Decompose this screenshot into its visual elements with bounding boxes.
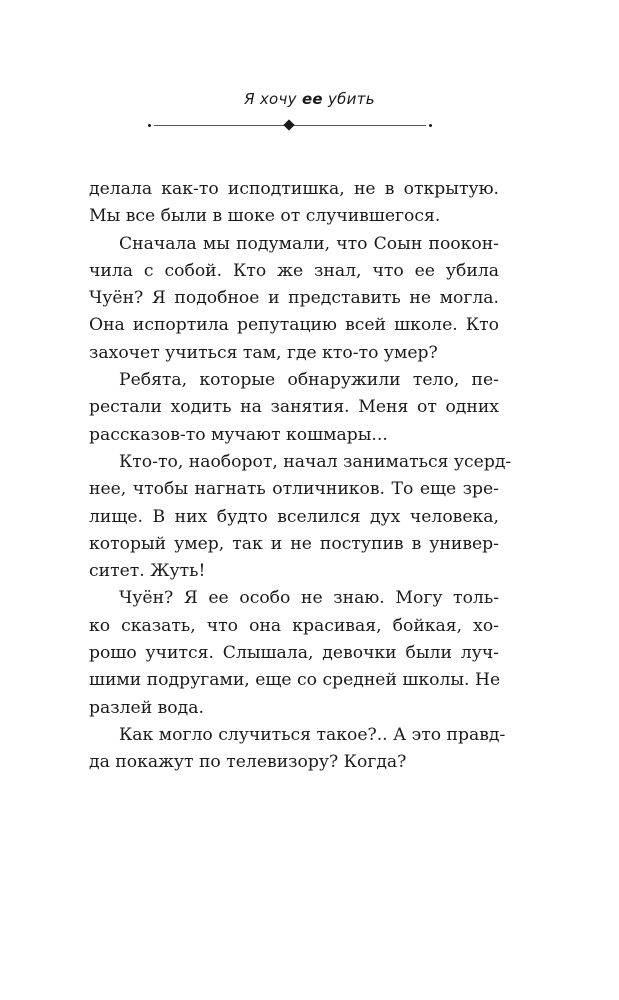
text-line: чила с собой. Кто же знал, что ее убила [89, 260, 499, 281]
title-emphasis: ее [301, 90, 323, 108]
paragraph [89, 585, 499, 721]
text-line: Мы все были в шоке от случившегося. [89, 206, 441, 227]
rule-end-dot-left [148, 124, 151, 127]
text-line: рестали ходить на занятия. Меня от одних [89, 397, 499, 418]
diamond-ornament-icon [283, 119, 294, 130]
text-line: Она испортила репутацию всей школе. Кто [89, 315, 499, 336]
text-line: шими подругами, еще со средней школы. Не [89, 670, 501, 691]
paragraph [89, 722, 506, 777]
paragraph [89, 449, 512, 585]
text-line: да покажут по телевизору? Когда? [89, 752, 407, 773]
text-line: разлей вода. [89, 697, 204, 718]
rule-end-dot-right [429, 124, 432, 127]
paragraph [89, 367, 499, 449]
text-line: Кто-то, наоборот, начал заниматься усерд- [119, 451, 512, 472]
text-line: ко сказать, что она красивая, бойкая, хо- [89, 615, 499, 636]
text-line: который умер, так и не поступив в универ- [89, 533, 499, 554]
text-line: Чуён? Я ее особо не знаю. Могу толь- [119, 588, 499, 609]
text-line: ситет. Жуть! [89, 561, 206, 582]
text-line: Ребята, которые обнаружили тело, пе- [119, 370, 499, 391]
text-line: лище. В них будто вселился дух человека, [89, 506, 499, 527]
running-head-title [0, 90, 619, 108]
text-line: Как могло случиться такое?.. А это правд- [119, 724, 506, 745]
text-line: захочет учиться там, где кто-то умер? [89, 342, 438, 363]
title-part-1: Я хочу [244, 90, 302, 108]
text-line: Сначала мы подумали, что Соын поокон- [119, 233, 499, 254]
page-body-text [89, 176, 512, 777]
text-line: рошо учится. Слышала, девочки были луч- [89, 643, 499, 664]
paragraph [89, 176, 499, 231]
text-line: Чуён? Я подобное и представить не могла. [89, 288, 499, 309]
text-line: нее, чтобы нагнать отличников. То еще зре- [89, 479, 499, 500]
paragraph [89, 231, 499, 367]
title-part-2: убить [322, 90, 375, 108]
header-ornament-rule [148, 118, 432, 134]
text-line: делала как-то исподтишка, не в открытую. [89, 179, 499, 199]
text-line: рассказов-то мучают кошмары... [89, 424, 388, 445]
